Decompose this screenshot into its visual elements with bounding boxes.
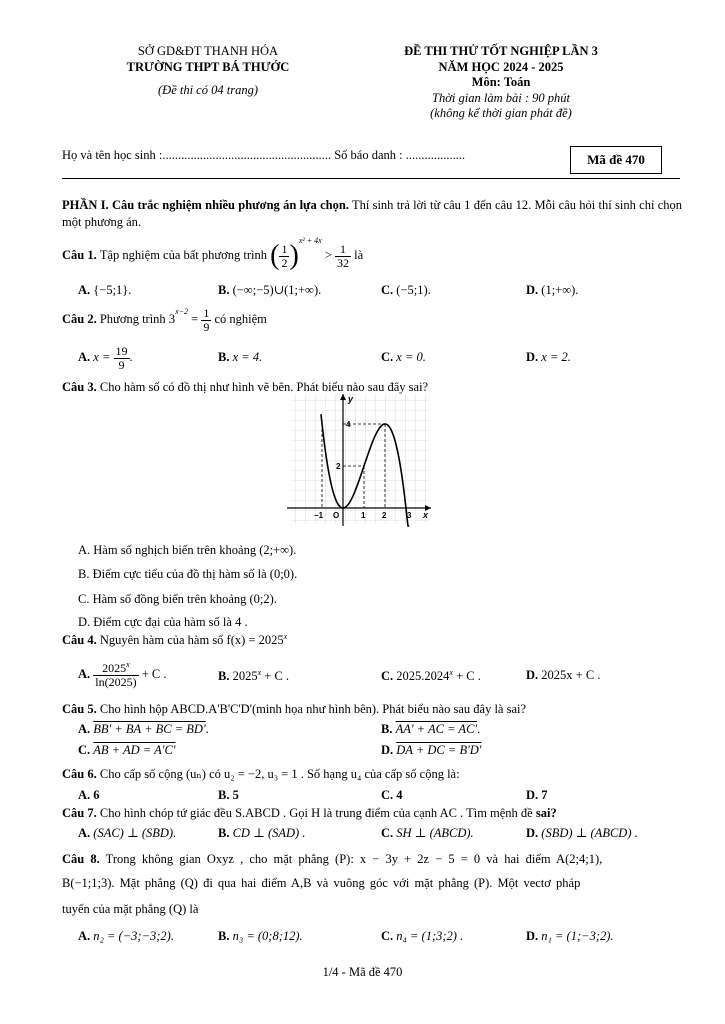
q7-text: Cho hình chóp tứ giác đều S.ABCD . Gọi H là trung điểm của cạnh AC . Tìm mệnh đề	[99, 806, 533, 820]
q3-option-a: A. Hàm số nghịch biến trên khoảng (2;+∞).	[78, 543, 297, 557]
question-1: Câu 1. Tập nghiệm của bất phương trình ( $\frac{1}{2}$ ) $^{x^2 + 4x}$ > $\frac{1}{32}$ là	[62, 236, 364, 271]
q5-option-d: D. DA + DC = B'D'	[381, 743, 482, 757]
question-5	[62, 702, 526, 718]
q2-option-a: A. x = $\frac{19}{9}$ .	[78, 343, 133, 372]
q1-label: Câu 1.	[62, 248, 97, 263]
q1-text: Tập nghiệm của bất phương trình	[99, 248, 268, 263]
q4-option-a: A. $\frac{2025^x}{\ln(2025)}$ + C .	[78, 660, 167, 689]
q7-label: Câu 7.	[62, 806, 97, 820]
x-tick-1: 1	[361, 511, 366, 520]
x-axis-label: x	[423, 510, 429, 520]
q8-option-c: C. n₄ = (1;3;2) .	[381, 929, 464, 943]
q2-exponent: x−2	[175, 307, 189, 316]
q3-label: Câu 3.	[62, 380, 97, 394]
section-instructions	[62, 197, 682, 231]
q2-text: Phương trình	[99, 312, 166, 327]
exam-title: ĐỀ THI THỬ TỐT NGHIỆP LẦN 3	[404, 44, 598, 58]
y-axis-label: y	[348, 394, 354, 404]
q2-option-d: D. x = 2.	[526, 350, 571, 364]
q1-option-a: A. {−5;1}.	[78, 283, 132, 297]
q7-option-c: C. SH ⊥ (ABCD).	[381, 826, 474, 840]
q7-option-b: B. CD ⊥ (SAD) .	[218, 826, 306, 840]
q5-option-c: C. AB + AD = A'C'	[78, 743, 176, 757]
q5-option-a: A. BB' + BA + BC = BD'.	[78, 722, 209, 736]
question-6	[62, 767, 460, 783]
q2-fraction: $\frac{1}{9}$	[203, 305, 210, 334]
q3-option-c: C. Hàm số đồng biến trên khoảng (0;2).	[78, 592, 277, 606]
q2-tail: có nghiệm	[214, 312, 267, 327]
q3-function-graph	[285, 390, 435, 530]
q8-option-d: D. n₁ = (1;−3;2).	[526, 929, 614, 943]
q4-label: Câu 4.	[62, 633, 97, 648]
y-tick-4: 4	[346, 420, 351, 429]
q1-tail: là	[354, 248, 364, 263]
section-text: Thí sinh trả lời từ câu 1 đến câu 12. Mỗi câu hỏi thí sinh chỉ chọn một phương án.	[62, 198, 682, 229]
y-tick-2: 2	[336, 462, 341, 471]
q2-option-b: B. x = 4.	[218, 350, 263, 364]
q6-option-d: D. 7	[526, 788, 548, 802]
q7-option-d: D. (SBD) ⊥ (ABCD) .	[526, 826, 638, 840]
department-name: SỞ GD&ĐT THANH HÓA	[137, 44, 279, 58]
q4-text: Nguyên hàm của hàm số f(x) = 2025	[99, 633, 284, 648]
question-2: Câu 2. Phương trình 3 $^{x-2}$ = $\frac{1}{9}$ có nghiệm	[62, 305, 267, 334]
q1-base-fraction: $\frac{1}{2}$	[281, 241, 288, 270]
student-info-line: Họ và tên học sinh :...................................................... Số báo danh : ...................	[62, 148, 466, 162]
q8-option-b: B. n₃ = (0;8;12).	[218, 929, 303, 943]
q2-base: 3	[168, 312, 176, 327]
x-tick-3: 3	[407, 511, 412, 520]
q4-option-b: B. 2025$^x$ + C .	[218, 668, 290, 684]
q1-option-b: B. (−∞;−5)∪(1;+∞).	[218, 283, 322, 297]
exam-code-box: Mã đề 470	[570, 146, 662, 174]
q8-label: Câu 8.	[62, 852, 100, 866]
origin-label: O	[333, 511, 340, 520]
question-8-line3: tuyến của mặt phẳng (Q) là	[62, 902, 199, 916]
q1-rhs-fraction: $\frac{1}{32}$	[337, 241, 350, 270]
x-tick-2: 2	[382, 511, 387, 520]
school-year: NĂM HỌC 2024 - 2025	[438, 59, 564, 74]
header-left	[78, 44, 338, 99]
q3-option-b: B. Điểm cực tiểu của đồ thị hàm số là (0;0).	[78, 567, 298, 581]
q6-option-a: A. 6	[78, 788, 100, 802]
question-8-line2: B(−1;1;3). Mặt phẳng (Q) đi qua hai điểm A,B và vuông góc với mặt phẳng (P). Một vectơ pháp	[62, 876, 581, 890]
q3-option-d: D. Điểm cực đại của hàm số là 4 .	[78, 615, 248, 629]
q5-text: Cho hình hộp ABCD.A'B'C'D'(minh họa như hình bên). Phát biểu nào sau đây là sai?	[99, 702, 527, 716]
q6-option-c: C. 4	[381, 788, 403, 802]
duration: Thời gian làm bài : 90 phút	[432, 90, 570, 105]
duration-note: (không kể thời gian phát đề)	[430, 106, 572, 120]
q1-gt: >	[324, 248, 332, 263]
q2-option-c: C. x = 0.	[381, 350, 426, 364]
school-name: TRƯỜNG THPT BÁ THƯỚC	[126, 59, 290, 74]
q5-option-b: B. AA' + AC = AC'.	[381, 722, 481, 736]
question-8-line1: Câu 8. Trong không gian Oxyz , cho mặt phẳng (P): x − 3y + 2z − 5 = 0 và hai điểm A(2;4;1),	[62, 852, 603, 866]
q1-exponent: x² + 4x	[298, 236, 322, 245]
q6-label: Câu 6.	[62, 767, 97, 781]
x-tick-minus1: −1	[314, 511, 324, 520]
q6-option-b: B. 5	[218, 788, 239, 802]
q7-option-a: A. (SAC) ⊥ (SBD).	[78, 826, 177, 840]
header-divider	[62, 178, 680, 179]
subject: Môn: Toán	[471, 75, 531, 89]
q2-label: Câu 2.	[62, 312, 97, 327]
q3-text: Cho hàm số có đồ thị như hình vẽ bên. Phát biểu nào sau đây sai?	[99, 380, 429, 394]
page-footer: 1/4 - Mã đề 470	[322, 965, 403, 979]
q4-option-c: C. 2025.2024$^x$ + C .	[381, 668, 481, 684]
q1-option-d: D. (1;+∞).	[526, 283, 579, 297]
graph-grid	[291, 394, 429, 524]
q5-label: Câu 5.	[62, 702, 97, 716]
q4-option-d: D. 2025x + C .	[526, 668, 601, 682]
q8-option-a: A. n₂ = (−3;−3;2).	[78, 929, 174, 943]
section-title: PHẦN I. Câu trắc nghiệm nhiều phương án lựa chọn.	[62, 198, 349, 212]
question-4: Câu 4. Nguyên hàm của hàm số $f(x) = 2025^x$	[62, 632, 288, 648]
question-7: Câu 7. Cho hình chóp tứ giác đều S.ABCD . Gọi H là trung điểm của cạnh AC . Tìm mệnh đề sai?	[62, 806, 557, 820]
q6-text: Cho cấp số cộng (uₙ) có u₂ = −2, u₃ = 1 . Số hạng u₄ của cấp số cộng là:	[99, 767, 460, 781]
pages-note: (Đề thi có 04 trang)	[158, 83, 258, 97]
header-right	[370, 44, 632, 122]
q1-option-c: C. (−5;1).	[381, 283, 431, 297]
